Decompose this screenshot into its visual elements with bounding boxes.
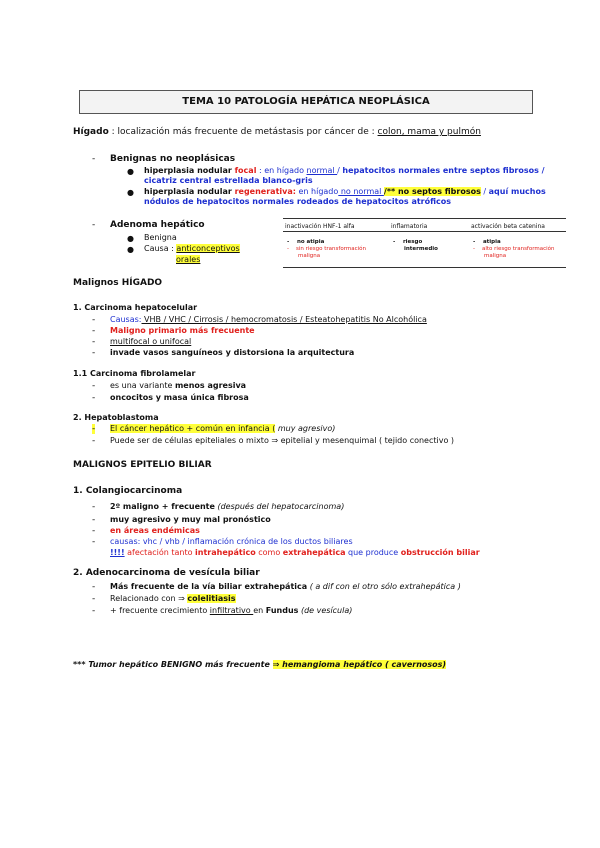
fibrolamelar-line-2: oncocitos y masa única fibrosa	[110, 393, 249, 402]
item2-highlight: /** no septos fibrosos	[383, 187, 481, 196]
dash-marker: -	[92, 502, 96, 512]
item2-a: hiperplasia nodular	[144, 187, 235, 196]
table-cell: - riesgo	[393, 239, 423, 245]
hepato-l1-highlight: El cáncer hepático + común en infancia (	[110, 424, 276, 433]
colangio-l5f: que produce	[345, 548, 401, 557]
colangio-l5g: obstrucción biliar	[400, 548, 480, 557]
table-header-2: inflamatoria	[391, 223, 428, 230]
note-highlight: ⇒ hemangioma hepático ( cavernosos)	[272, 660, 447, 669]
item2-f: /	[480, 187, 489, 196]
table-cell: - alto riesgo transformación	[473, 246, 555, 252]
dash-marker: -	[92, 393, 96, 403]
dash-marker: -	[92, 515, 96, 525]
item1-a: hiperplasia nodular	[144, 166, 235, 175]
malignos-biliar-heading: MALIGNOS EPITELIO BILIAR	[73, 460, 212, 470]
item2-regenerativa: regenerativa:	[234, 187, 296, 196]
benignas-item-2	[144, 187, 546, 196]
hepatoblastoma-heading: 2. Hepatoblastoma	[73, 413, 159, 422]
adenoma-benigna: Benigna	[144, 233, 177, 242]
fibrolamelar-heading: 1.1 Carcinoma fibrolamelar	[73, 369, 196, 378]
hepatoblastoma-line-1	[110, 424, 335, 433]
fibro-l1b: menos agresiva	[174, 381, 247, 390]
vesicula-l3b: infiltrativo	[209, 606, 254, 615]
vesicula-colelitiasis: colelitiasis	[187, 594, 236, 603]
colangio-line-5	[110, 548, 480, 557]
colangio-l5d: como	[255, 548, 283, 557]
vesicula-line-3	[110, 606, 352, 615]
dash-marker: -	[92, 326, 96, 336]
colangio-l1a: 2º maligno + frecuente	[110, 502, 215, 511]
vesicula-l1a: Más frecuente de la vía biliar extrahepática	[110, 582, 308, 591]
intro-line	[73, 127, 481, 137]
col1-line1: no atipia	[296, 239, 325, 245]
benignas-item-1-cont: cicatriz central estrellada blanco-gris	[144, 176, 313, 185]
dash-marker: -	[92, 582, 96, 592]
dash-marker: -	[92, 526, 96, 536]
hepatoblastoma-line-2: Puede ser de células epiteliales o mixto ⇒ epitelial y mesenquimal ( tejido conectivo )	[110, 436, 455, 445]
table-header-1: inactivación HNF-1 alfa	[285, 223, 355, 230]
bullet-marker: ●	[127, 234, 134, 243]
colangio-line-4: causas: vhc / vhb / inflamación crónica de los ductos biliares	[110, 537, 353, 546]
dash-marker: -	[92, 348, 96, 358]
benignas-item-2-cont: nódulos de hepatocitos normales rodeados de hepatocitos atróficos	[144, 197, 452, 206]
causas-label: Causas:	[110, 315, 142, 324]
benignas-item-1	[144, 166, 545, 175]
dash-marker: -	[92, 315, 96, 325]
vesicula-fundus: Fundus	[265, 606, 299, 615]
vesicula-l3e: (de vesícula)	[298, 606, 353, 615]
item1-normal: normal	[306, 166, 338, 175]
table-cell: - sin riesgo transformación	[287, 246, 366, 252]
colangio-l1b: (después del hepatocarcinoma)	[214, 502, 345, 511]
dash-marker: -	[92, 337, 96, 347]
dash-marker: -	[92, 537, 96, 547]
col3-line3: maligna	[484, 253, 507, 259]
item2-g: aquí muchos	[488, 187, 546, 196]
bullet-marker: ●	[127, 167, 134, 176]
page-title: TEMA 10 PATOLOGÍA HEPÁTICA NEOPLÁSICA	[79, 90, 533, 114]
carcinoma-causas	[110, 315, 427, 324]
causa-anticonceptivos: anticonceptivos	[176, 244, 240, 253]
intro-term: Hígado	[73, 127, 109, 137]
col3-line2: alto riesgo transformación	[481, 246, 555, 252]
vesicula-heading: 2. Adenocarcinoma de vesícula biliar	[73, 568, 260, 578]
dash-marker: -	[92, 606, 96, 616]
table-cell: - atipia	[473, 239, 501, 245]
col1-line2: sin riesgo transformación	[295, 246, 366, 252]
item1-c: : en hígado	[256, 166, 307, 175]
carcinoma-line-4: invade vasos sanguíneos y distorsiona la arquitectura	[110, 348, 355, 357]
vesicula-line-1	[110, 582, 461, 591]
table-header-3: activación beta catenina	[471, 223, 545, 230]
note-a: *** Tumor hepático BENIGNO más frecuente	[73, 660, 273, 669]
item1-f: hepatocitos normales entre septos fibrosos /	[342, 166, 545, 175]
table-divider	[283, 231, 566, 232]
carcinoma-line-3: multifocal o unifocal	[110, 337, 192, 346]
vesicula-line-2	[110, 594, 236, 603]
col3-line1: atipia	[482, 239, 501, 245]
colangio-l5e: extrahepática	[282, 548, 346, 557]
dash-marker: -	[92, 154, 96, 164]
carcinoma-line-2: Maligno primario más frecuente	[110, 326, 255, 335]
benign-tumor-note	[73, 660, 446, 669]
item1-focal: focal	[234, 166, 257, 175]
causa-orales: orales	[176, 255, 201, 264]
dash-marker: -	[92, 381, 96, 391]
col2-line2: intermedio	[404, 246, 438, 252]
causa-label: Causa :	[144, 244, 177, 253]
carcinoma-heading: 1. Carcinoma hepatocelular	[73, 303, 198, 312]
adenoma-table	[283, 218, 566, 268]
intro-organs: colon, mama y pulmón	[377, 127, 481, 137]
colangio-l5b: afectación tanto	[124, 548, 196, 557]
colangio-line-1	[110, 502, 344, 511]
dash-marker: -	[92, 424, 96, 434]
vesicula-l1b: ( a dif con el otro sólo extrahepática )	[307, 582, 461, 591]
col2-line1: riesgo	[402, 239, 423, 245]
fibrolamelar-line-1	[110, 381, 246, 390]
item1-e: /	[337, 166, 343, 175]
item2-no-normal: no normal	[338, 187, 384, 196]
adenoma-heading: Adenoma hepático	[110, 220, 205, 230]
dash-marker: -	[92, 220, 96, 230]
intro-text: : localización más frecuente de metástasis por cáncer de :	[108, 127, 378, 137]
fibro-l1a: es una variante	[110, 381, 175, 390]
item2-c: en hígado	[295, 187, 339, 196]
colangio-heading: 1. Colangiocarcinoma	[73, 486, 183, 496]
dash-marker: -	[92, 436, 96, 446]
table-cell: - no atipia	[287, 239, 325, 245]
vesicula-l2a: Relacionado con ⇒	[110, 594, 188, 603]
bullet-marker: ●	[127, 188, 134, 197]
colangio-l5a: !!!!	[110, 548, 125, 557]
vesicula-l3a: + frecuente crecimiento	[110, 606, 210, 615]
malignos-higado-heading: Malignos HÍGADO	[73, 278, 163, 288]
vesicula-l3c: en	[253, 606, 266, 615]
benignas-heading: Benignas no neoplásicas	[110, 154, 236, 164]
adenoma-causa	[144, 244, 240, 253]
colangio-line-3: en áreas endémicas	[110, 526, 200, 535]
colangio-l5c: intrahepático	[195, 548, 256, 557]
dash-marker: -	[92, 594, 96, 604]
bullet-marker: ●	[127, 245, 134, 254]
col1-line3: maligna	[298, 253, 321, 259]
causas-text: VHB / VHC / Cirrosis / hemocromatosis / Esteatohepatitis No Alcohólica	[141, 315, 427, 324]
colangio-line-2: muy agresivo y muy mal pronóstico	[110, 515, 271, 524]
hepato-l1-italic: muy agresivo)	[275, 424, 336, 433]
